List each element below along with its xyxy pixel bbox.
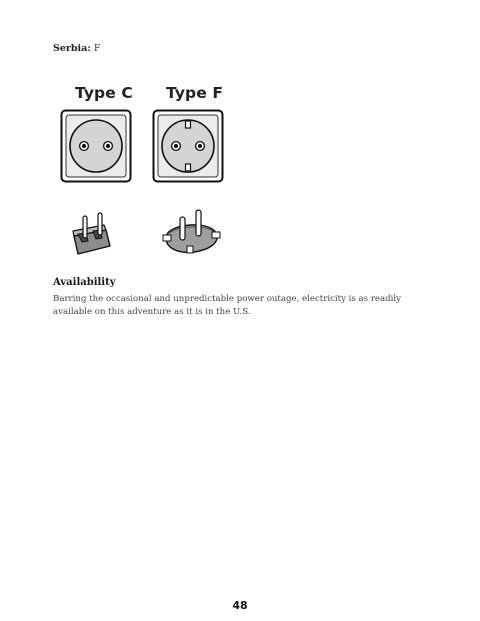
type-c-heading: Type C	[75, 84, 133, 102]
country-label: Serbia:	[53, 43, 91, 54]
type-c-plug-icon	[64, 212, 120, 260]
country-plug-value: F	[93, 43, 101, 54]
page-number: 48	[232, 599, 248, 612]
country-plug-line	[53, 43, 100, 54]
availability-text: Barring the occasional and unpredictable power outage, electricity is as readily available on this adventure as it is in the U.S.	[53, 294, 401, 317]
type-c-socket-icon	[60, 109, 132, 183]
type-f-socket-icon	[152, 109, 224, 183]
type-f-plug-icon	[160, 208, 224, 262]
availability-heading: Availability	[53, 277, 116, 288]
type-f-heading: Type F	[166, 84, 224, 102]
